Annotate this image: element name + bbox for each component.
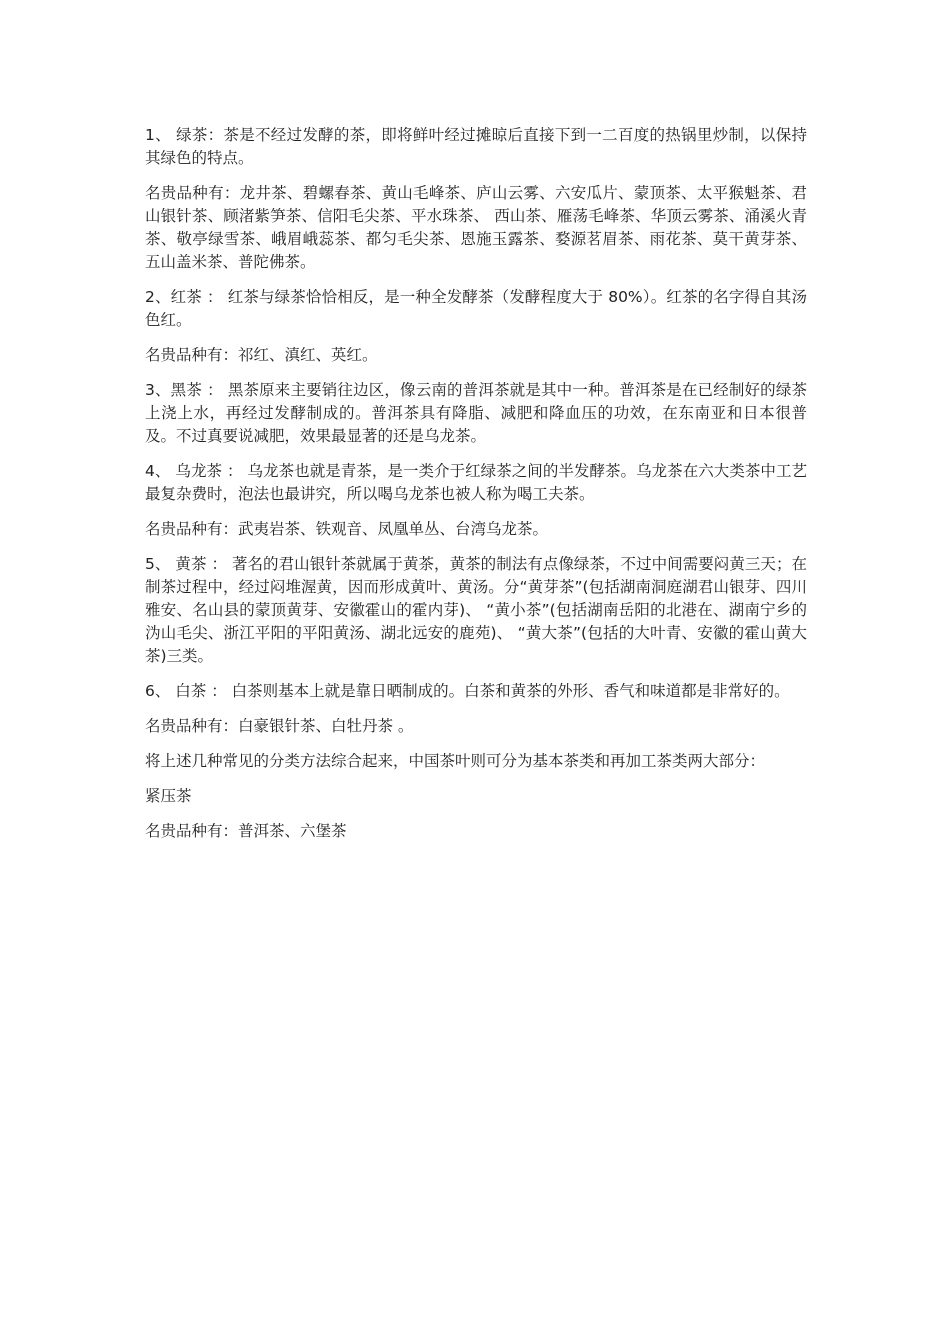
paragraph-red-tea: 2、红茶 ： 红茶与绿茶恰恰相反，是一种全发酵茶（发酵程度大于 80%）。红茶的名字得自其汤色红。 <box>145 288 807 329</box>
paragraph-green-tea-varieties: 名贵品种有：龙井茶、碧螺春茶、黄山毛峰茶、庐山云雾、六安瓜片、蒙顶茶、太平猴魁茶、君山银针茶、顾渚紫笋茶、信阳毛尖茶、平水珠茶、 西山茶、雁荡毛峰茶、华顶云雾茶、涌溪火青茶、敬亭绿雪茶、峨眉峨蕊茶、都匀毛尖茶、恩施玉露茶、婺源茗眉茶、雨花茶、莫干黄芽茶、五山盖米茶、普陀佛茶。 <box>145 184 807 271</box>
paragraph-compressed-tea: 紧压茶 <box>145 787 192 805</box>
paragraph-yellow-tea: 5、 黄茶 ： 著名的君山银针茶就属于黄茶，黄茶的制法有点像绿茶，不过中间需要闷黄三天；在制茶过程中，经过闷堆渥黄，因而形成黄叶、黄汤。分“黄芽茶”(包括湖南洞庭湖君山银芽、四川雅安、名山县的蒙顶黄芽、安徽霍山的霍内芽)、 “黄小茶”(包括湖南岳阳的北港在、湖南宁乡的沩山毛尖、浙江平阳的平阳黄汤、湖北远安的鹿苑)、 “黄大茶”(包括的大叶青、安徽的霍山黄大茶)三类。 <box>145 555 807 665</box>
paragraph-oolong-tea-varieties: 名贵品种有：武夷岩茶、铁观音、凤凰单丛、台湾乌龙茶。 <box>145 520 549 538</box>
paragraph-compressed-tea-varieties: 名贵品种有：普洱茶、六堡茶 <box>145 822 347 840</box>
paragraph-green-tea: 1、 绿茶：茶是不经过发酵的茶，即将鲜叶经过摊晾后直接下到一二百度的热锅里炒制，以保持其绿色的特点。 <box>145 126 807 167</box>
paragraph-classification-summary: 将上述几种常见的分类方法综合起来，中国茶叶则可分为基本茶类和再加工茶类两大部分： <box>145 752 766 770</box>
paragraph-oolong-tea: 4、 乌龙茶 ： 乌龙茶也就是青茶，是一类介于红绿茶之间的半发酵茶。乌龙茶在六大类茶中工艺最复杂费时，泡法也最讲究，所以喝乌龙茶也被人称为喝工夫茶。 <box>145 462 807 503</box>
paragraph-white-tea-varieties: 名贵品种有：白豪银针茶、白牡丹茶 。 <box>145 717 414 735</box>
document-body <box>145 124 807 855</box>
paragraph-dark-tea: 3、黑茶 ： 黑茶原来主要销往边区，像云南的普洱茶就是其中一种。普洱茶是在已经制好的绿茶上浇上水，再经过发酵制成的。普洱茶具有降脂、减肥和降血压的功效，在东南亚和日本很普及。不过真要说减肥，效果最显著的还是乌龙茶。 <box>145 381 807 445</box>
paragraph-red-tea-varieties: 名贵品种有：祁红、滇红、英红。 <box>145 346 378 364</box>
paragraph-white-tea: 6、 白茶 ： 白茶则基本上就是靠日晒制成的。白茶和黄茶的外形、香气和味道都是非常好的。 <box>145 682 790 700</box>
